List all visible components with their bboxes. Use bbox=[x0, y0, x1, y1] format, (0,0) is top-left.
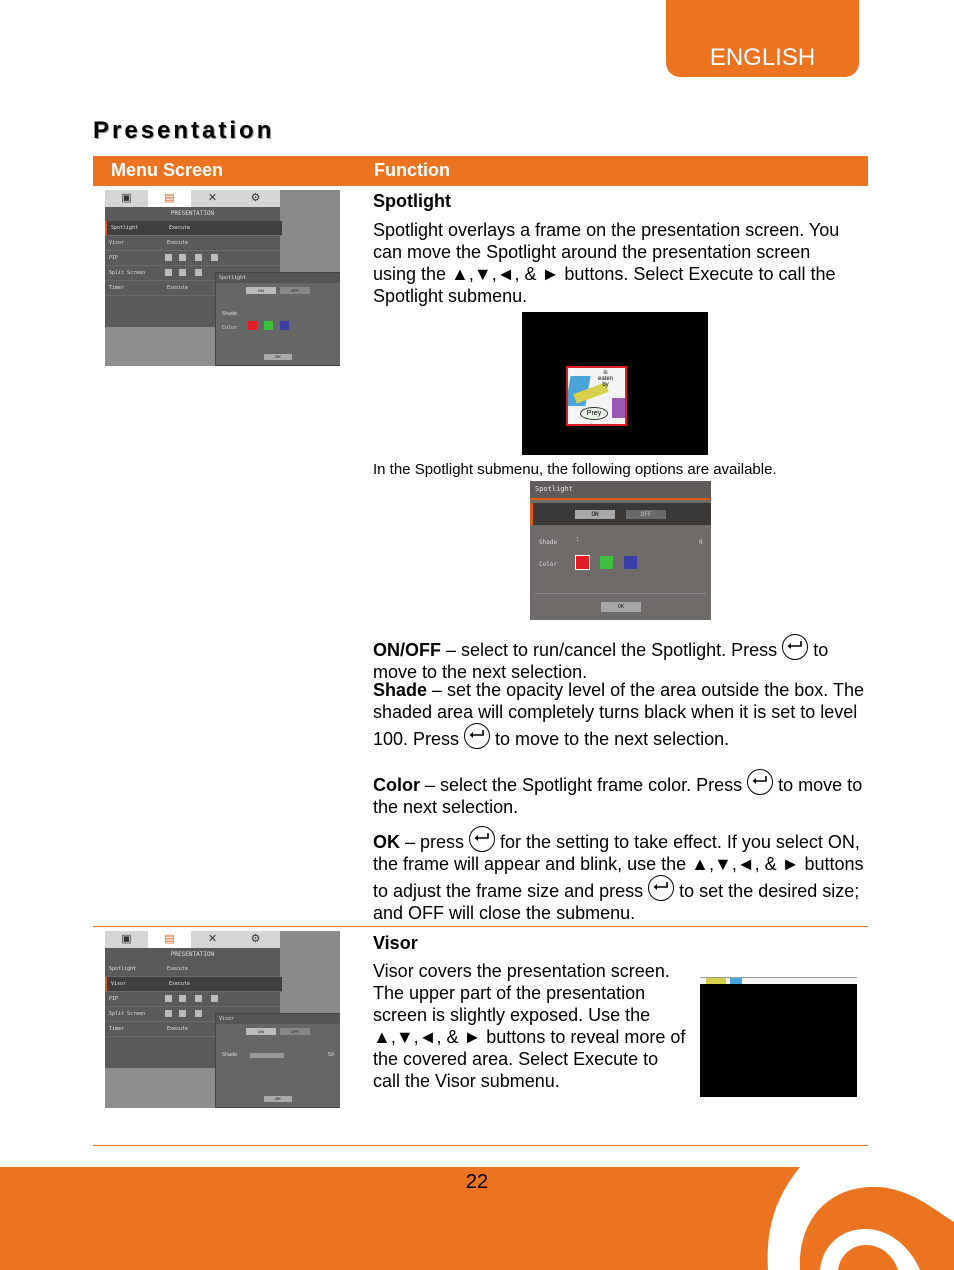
submenu-accent-rule bbox=[530, 498, 711, 500]
green-swatch bbox=[264, 321, 273, 330]
row-separator bbox=[93, 926, 868, 927]
green-color-swatch bbox=[600, 556, 613, 569]
osd-title: PRESENTATION bbox=[170, 951, 215, 958]
sample-word-prey: Prey bbox=[580, 407, 608, 420]
gear-icon: ⚙ bbox=[250, 933, 261, 945]
spotlight-submenu-screenshot bbox=[530, 481, 711, 620]
enter-key-icon bbox=[464, 723, 490, 749]
blue-swatch bbox=[280, 321, 289, 330]
gear-icon: ⚙ bbox=[250, 192, 261, 204]
visor-description: Visor covers the presentation screen. The upper part of the presentation screen is slightly exposed. Use the ▲,▼,◄, & ► buttons to reveal more of the covered area. Select Execute to call the Visor submenu. bbox=[373, 961, 686, 1091]
sample-word-by: by bbox=[602, 382, 609, 388]
submenu-color-label: Color bbox=[539, 561, 558, 568]
page-footer bbox=[0, 1167, 954, 1270]
color-description: Color – select the Spotlight frame color. Press to move to the next selection. bbox=[373, 769, 865, 818]
shade-description: Shade – set the opacity level of the area outside the box. The shaded area will completely turns black when it is set to level 100. Press to move to the next selection. bbox=[373, 680, 864, 749]
column-header-function: Function bbox=[374, 160, 450, 180]
spotlight-heading: Spotlight bbox=[373, 191, 451, 211]
bottom-separator bbox=[93, 1145, 868, 1146]
presentation-icon: ▤ bbox=[148, 931, 191, 948]
ok-description: OK – press for the setting to take effect. If you select ON, the frame will appear and blink, use the ▲,▼,◄, & ► buttons to adjust the frame size and press to set the desired size; and OFF will close the submenu. bbox=[373, 826, 865, 924]
language-tab: ENGLISH bbox=[666, 0, 859, 77]
red-swatch bbox=[248, 321, 257, 330]
osd-row-visor: Visor Execute bbox=[105, 977, 282, 992]
submenu-off-button: OFF bbox=[626, 510, 666, 519]
visor-menu-screenshot bbox=[105, 931, 340, 1108]
visor-shade-slider bbox=[250, 1053, 284, 1058]
visor-sample-image bbox=[700, 977, 857, 1097]
osd-tab-bar bbox=[105, 931, 280, 948]
submenu-onoff-band bbox=[530, 503, 711, 525]
osd-row-split-screen: Split Screen bbox=[105, 266, 280, 281]
page-number: 22 bbox=[465, 1171, 489, 1193]
brand-logo-icon bbox=[760, 1167, 954, 1270]
spotlight-description: Spotlight overlays a frame on the presentation screen. You can move the Spotlight around the presentation screen using the ▲,▼,◄, & ► buttons. Select Execute to call the Spotlight submenu. bbox=[373, 220, 840, 306]
visor-heading: Visor bbox=[373, 933, 418, 953]
submenu-shade-label: Shade bbox=[539, 539, 558, 546]
tools-icon: ✕ bbox=[207, 933, 218, 945]
enter-key-icon bbox=[469, 826, 495, 852]
enter-key-icon bbox=[648, 875, 674, 901]
osd-tab-bar bbox=[105, 190, 280, 207]
image-icon: ▣ bbox=[121, 933, 132, 945]
osd-title: PRESENTATION bbox=[170, 210, 215, 217]
blue-color-swatch bbox=[624, 556, 637, 569]
osd-row-pip: PIP bbox=[105, 992, 280, 1007]
osd-row-spotlight: Spotlight Execute bbox=[105, 962, 280, 977]
submenu-ok-button: OK bbox=[601, 602, 641, 612]
osd-row-split-screen: Split Screen bbox=[105, 1007, 280, 1022]
submenu-on-button: ON bbox=[575, 510, 615, 519]
column-header-menu-screen: Menu Screen bbox=[111, 160, 224, 180]
submenu-shade-min: 1 bbox=[576, 537, 580, 543]
osd-row-pip: PIP bbox=[105, 251, 280, 266]
submenu-title: Spotlight bbox=[530, 481, 711, 498]
osd-row-timer: Timer Execute bbox=[105, 1022, 280, 1037]
osd-spotlight-submenu: Spotlight ON OFF Shade Color OK bbox=[215, 272, 340, 366]
spotlight-menu-screenshot bbox=[105, 190, 340, 366]
enter-key-icon bbox=[747, 769, 773, 795]
enter-key-icon bbox=[782, 634, 808, 660]
osd-row-spotlight: Spotlight Execute bbox=[105, 221, 282, 236]
red-color-swatch bbox=[576, 556, 589, 569]
spotlight-frame bbox=[566, 366, 627, 426]
tools-icon: ✕ bbox=[207, 192, 218, 204]
osd-row-visor: Visor Execute bbox=[105, 236, 280, 251]
sample-word-is: is bbox=[603, 370, 608, 376]
table-header bbox=[93, 156, 868, 186]
submenu-shade-value: 0 bbox=[699, 539, 703, 546]
spotlight-sample-image bbox=[522, 312, 708, 455]
onoff-description: ON/OFF – select to run/cancel the Spotlight. Press to move to the next selection. bbox=[373, 634, 865, 683]
presentation-icon: ▤ bbox=[148, 190, 191, 207]
section-title: Presentation bbox=[93, 117, 275, 144]
sample-word-eaten: eaten bbox=[598, 376, 614, 382]
image-icon: ▣ bbox=[121, 192, 132, 204]
osd-row-timer: Timer Execute bbox=[105, 281, 280, 296]
osd-visor-submenu: Visor ON OFF Shade 50 OK bbox=[215, 1013, 340, 1108]
spotlight-submenu-note: In the Spotlight submenu, the following options are available. bbox=[373, 461, 777, 478]
